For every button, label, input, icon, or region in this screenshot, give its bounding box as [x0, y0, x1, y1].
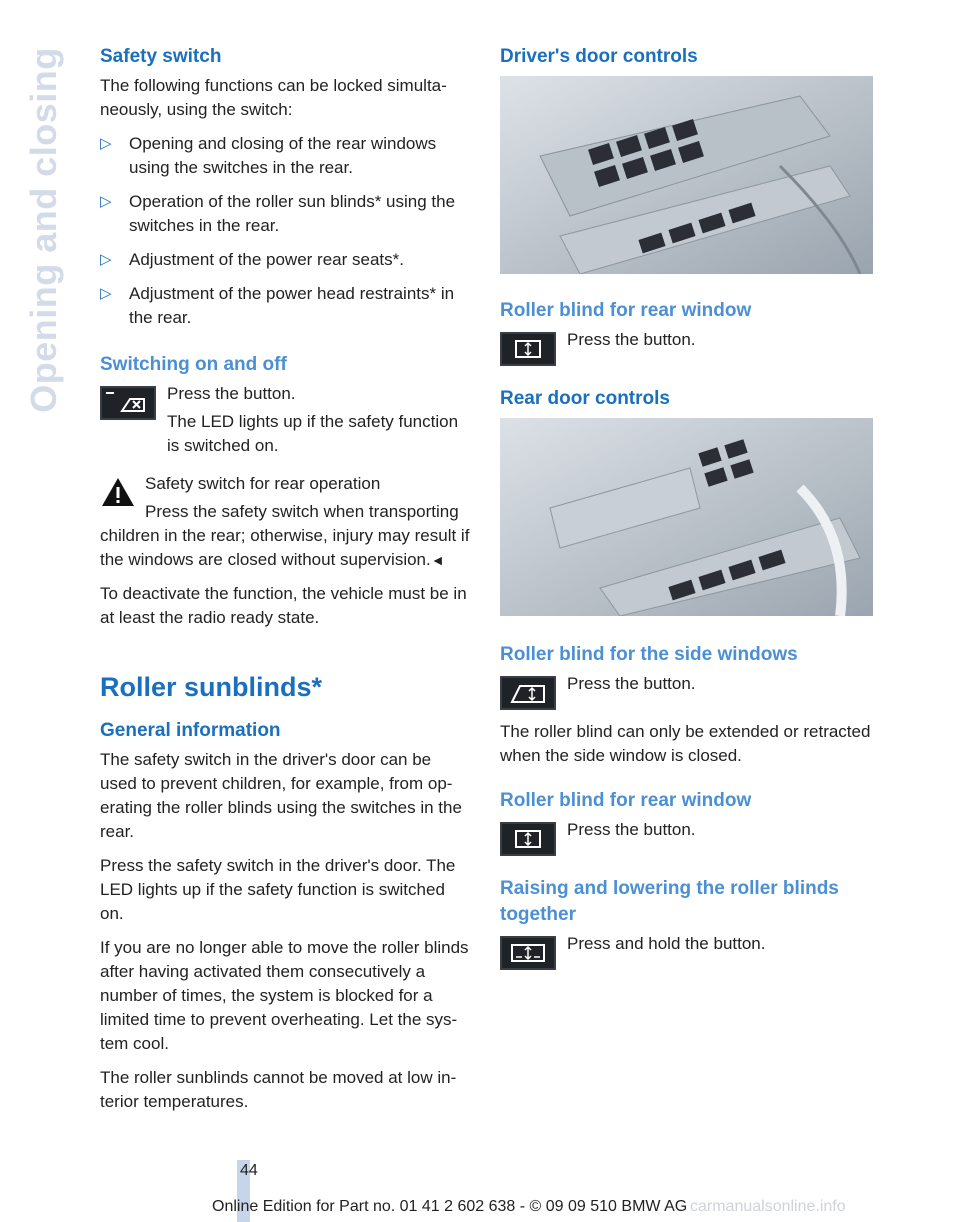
- roller-rear-instruction-2: [500, 818, 873, 858]
- general-information-heading: General information: [100, 720, 281, 741]
- drivers-door-heading: Driver's door controls: [500, 46, 698, 67]
- chapter-title: Opening and closing: [23, 47, 64, 413]
- roller-rear-instruction-1: [500, 328, 873, 368]
- warning-title: Safety switch for rear operation: [145, 474, 381, 493]
- rear-window-blind-button-icon: [500, 332, 556, 366]
- warning-triangle-icon: [100, 476, 136, 508]
- list-item: ▷ Opening and closing of the rear windows using the switches in the rear.: [100, 134, 437, 177]
- chapter-side-tab: [24, 20, 64, 440]
- triangle-bullet-icon: ▷: [100, 193, 112, 210]
- general-p1: The safety switch in the driver's door can be used to prevent children, for example, from operating the roller blinds using the switches in the rear.: [100, 750, 462, 841]
- triangle-bullet-icon: ▷: [100, 135, 112, 152]
- raise-lower-text: Press and hold the button.: [567, 934, 766, 953]
- triangle-bullet-icon: ▷: [100, 285, 112, 302]
- all-blinds-button-icon: [500, 936, 556, 970]
- roller-rear-window-heading-1: Roller blind for rear window: [500, 300, 752, 321]
- rear-door-photo: [500, 418, 873, 616]
- left-column: [100, 44, 472, 1124]
- list-item: ▷ Operation of the roller sun blinds* using the switches in the rear.: [100, 192, 456, 235]
- safety-switch-intro: The following functions can be locked simultaneously, using the switch:: [100, 76, 447, 119]
- page-number: 44: [240, 1162, 258, 1179]
- roller-side-note: The roller blind can only be extended or retracted when the side window is closed.: [500, 722, 871, 765]
- right-column: [500, 44, 873, 980]
- safety-switch-instruction: [100, 382, 472, 458]
- drivers-door-photo: [500, 76, 873, 274]
- list-item: ▷ Adjustment of the power rear seats*.: [100, 248, 472, 272]
- safety-switch-heading: Safety switch: [100, 46, 222, 67]
- roller-side-windows-heading: Roller blind for the side windows: [500, 644, 798, 665]
- watermark: carmanualsonline.info: [690, 1198, 846, 1215]
- general-p3: If you are no longer able to move the roller blinds after having activated them consecutively a number of times, the system is blocked for a limited time to prevent overheating. Let the system cool.: [100, 938, 469, 1053]
- triangle-bullet-icon: ▷: [100, 251, 112, 268]
- rear-window-blind-button-icon: [500, 822, 556, 856]
- raise-lower-instruction: [500, 932, 873, 972]
- roller-side-instruction: [500, 672, 873, 712]
- deactivate-text: To deactivate the function, the vehicle must be in at least the radio ready state.: [100, 584, 467, 627]
- list-item: ▷ Adjustment of the power head restraints* in the rear.: [100, 284, 455, 327]
- switching-heading: Switching on and off: [100, 354, 287, 375]
- safety-switch-list: [100, 132, 472, 330]
- roller-rear-window-heading-2: Roller blind for rear window: [500, 790, 752, 811]
- roller-rear-text-1: Press the button.: [567, 330, 696, 349]
- end-mark-icon: ◄: [430, 552, 445, 568]
- warning-block: [100, 472, 472, 572]
- edition-text: Online Edition for Part no. 01 41 2 602 638 - © 09 09 510 BMW AG: [212, 1198, 688, 1215]
- general-p4: The roller sunblinds cannot be moved at low interior temperatures.: [100, 1068, 457, 1111]
- warning-body: Press the safety switch when transporting children in the rear; otherwise, injury may result if the windows are closed without supervision.◄: [100, 502, 470, 569]
- raise-lower-heading: Raising and lowering the roller blinds together: [500, 878, 839, 925]
- rear-door-heading: Rear door controls: [500, 388, 670, 409]
- general-p2: Press the safety switch in the driver's door. The LED lights up if the safety function is switched on.: [100, 856, 456, 923]
- roller-sunblinds-heading: Roller sunblinds*: [100, 672, 323, 702]
- safety-switch-button-icon: [100, 386, 156, 420]
- side-window-blind-button-icon: [500, 676, 556, 710]
- roller-rear-text-2: Press the button.: [567, 820, 696, 839]
- roller-side-text: Press the button.: [567, 674, 696, 693]
- switching-line2-a: The LED lights up if the safety function is switched on.: [167, 412, 459, 455]
- switching-line1: Press the button.: [167, 384, 296, 403]
